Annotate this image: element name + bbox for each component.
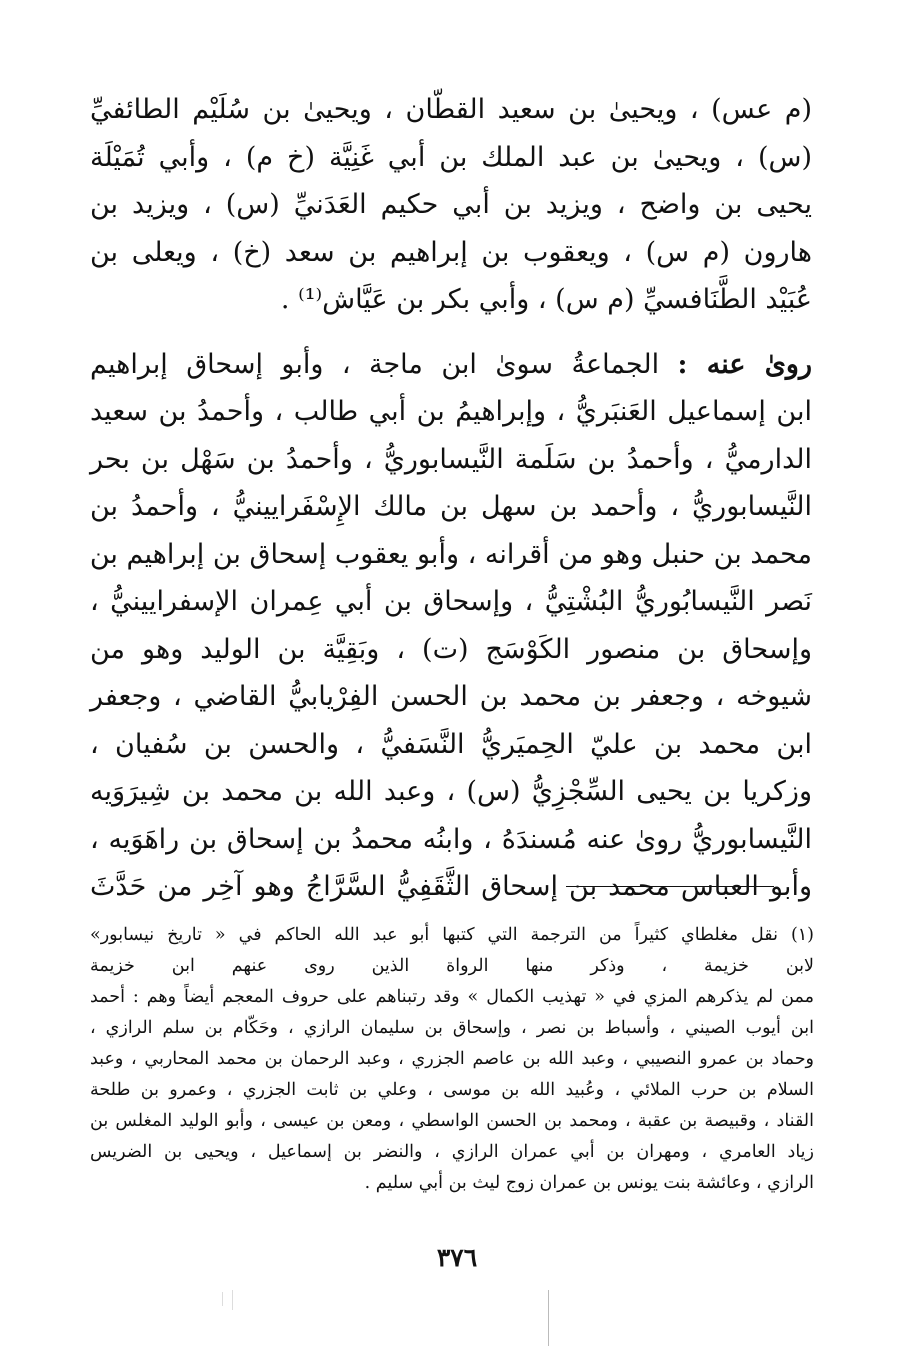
footnote-line: ممن لم يذكرهم المزي في « تهذيب الكمال » وقد رتبناهم على حروف المعجم أيضاً وهم : أحمد [90,987,814,1007]
text-line: ابن إسماعيل العَنبَريُّ ، وإبراهيمُ بن أبي طالب ، وأحمدُ بن سعيد [90,396,812,427]
footnote-line: ابن أيوب الصيني ، وأسباط بن نصر ، وإسحاق بن سليمان الرازي ، وحَكّام بن سلم الرازي ، [90,1018,814,1038]
text-line: عُبَيْد الطَّنَافسيِّ (م س) ، وأبي بكر بن عَيَّاش⁽¹⁾ . [280,284,812,315]
text-line-with-heading [90,341,812,389]
paragraph-teachers [90,86,812,324]
text-line: وأبو العباس محمد بن إسحاق الثَّقَفِيُّ السَّرَّاجُ وهو آخِر من حَدَّثَ [90,871,812,902]
section-heading: روىٰ عنه : [677,348,812,380]
text-line: الدارميُّ ، وأحمدُ بن سَلَمة النَّيسابوريُّ ، وأحمدُ بن سَهْل بن بحر [90,443,812,475]
text-line: النَّيسابوريُّ ، وأحمد بن سهل بن مالك الإِسْفَرايينيُّ ، وأحمدُ بن [90,491,812,522]
paragraph-students [90,341,812,911]
text-line: يحيى بن واضح ، ويزيد بن أبي حكيم العَدَنيِّ (س) ، ويزيد بن [90,189,812,220]
text-line: شيوخه ، وجعفر بن محمد بن الحسن الفِرْيابيُّ القاضي ، وجعفر [90,681,812,712]
scan-artifact [232,1290,233,1310]
text-line: وإسحاق بن منصور الكَوْسَج (ت) ، وبَقِيَّة بن الوليد وهو من [90,633,812,665]
text-line: النَّيسابوريُّ روىٰ عنه مُسندَهُ ، وابنُه محمدُ بن إسحاق بن راهَوَيه ، [90,823,812,855]
main-text-body [90,86,812,911]
text-line: نَصر النَّيسابُوريُّ البُشْتِيُّ ، وإسحاق بن أبي عِمران الإسفرايينيُّ ، [90,586,812,617]
text-line: (م عس) ، ويحيىٰ بن سعيد القطّان ، ويحيىٰ بن سُلَيْم الطائفيِّ [90,94,812,125]
text-line: (س) ، ويحيىٰ بن عبد الملك بن أبي غَنِيَّة (خ م) ، وأبي تُمَيْلَة [90,141,812,173]
text-line: وزكريا بن يحيى السِّجْزِيُّ (س) ، وعبد الله بن محمد بن شِيرَوَيه [90,776,812,807]
scan-artifact [222,1292,223,1306]
page-number: ٣٧٦ [436,1243,478,1272]
footnote-line: لابن خزيمة ، وذكر منها الرواة الذين روى عنهم ابن خزيمة [90,956,814,976]
footnote-line: القناد ، وقبيصة بن عقبة ، ومحمد بن الحسن الواسطي ، ومعن بن عيسى ، وأبو الوليد المغلس بن [90,1111,814,1131]
text-line: ابن محمد بن عليّ الحِميَريُّ النَّسَفيُّ ، والحسن بن سُفيان ، [90,728,812,760]
footnote-block [90,920,814,1199]
footnote-line: (١) نقل مغلطاي كثيراً من الترجمة التي كتبها أبو عبد الله الحاكم في « تاريخ نيسابور» [90,925,814,945]
footnote-line: زياد العامري ، ومهران بن أبي عمران الرازي ، والنضر بن إسماعيل ، ويحيى بن الضريس [90,1142,814,1162]
footnote-line: وحماد بن عمرو النصيبي ، وعبد الله بن عاصم الجزري ، وعبد الرحمان بن محمد المحاربي ، وعبد [90,1049,814,1069]
scan-artifact [548,1290,549,1346]
text-line: محمد بن حنبل وهو من أقرانه ، وأبو يعقوب إسحاق بن إبراهيم بن [89,538,812,570]
footnote-line: الرازي ، وعائشة بنت يونس بن عمران زوج ليث بن أبي سليم . [364,1173,814,1193]
text-line-rest: الجماعةُ سوىٰ ابن ماجة ، وأبو إسحاق إبراهيم [90,348,678,380]
footnote-line: السلام بن حرب الملائي ، وعُبيد الله بن موسى ، وعلي بن ثابت الجزري ، وعمرو بن طلحة [90,1080,814,1100]
text-line: هارون (م س) ، ويعقوب بن إبراهيم بن سعد (خ) ، ويعلى بن [90,236,812,268]
footnote-divider [566,886,774,887]
paragraph-gap [90,324,812,341]
